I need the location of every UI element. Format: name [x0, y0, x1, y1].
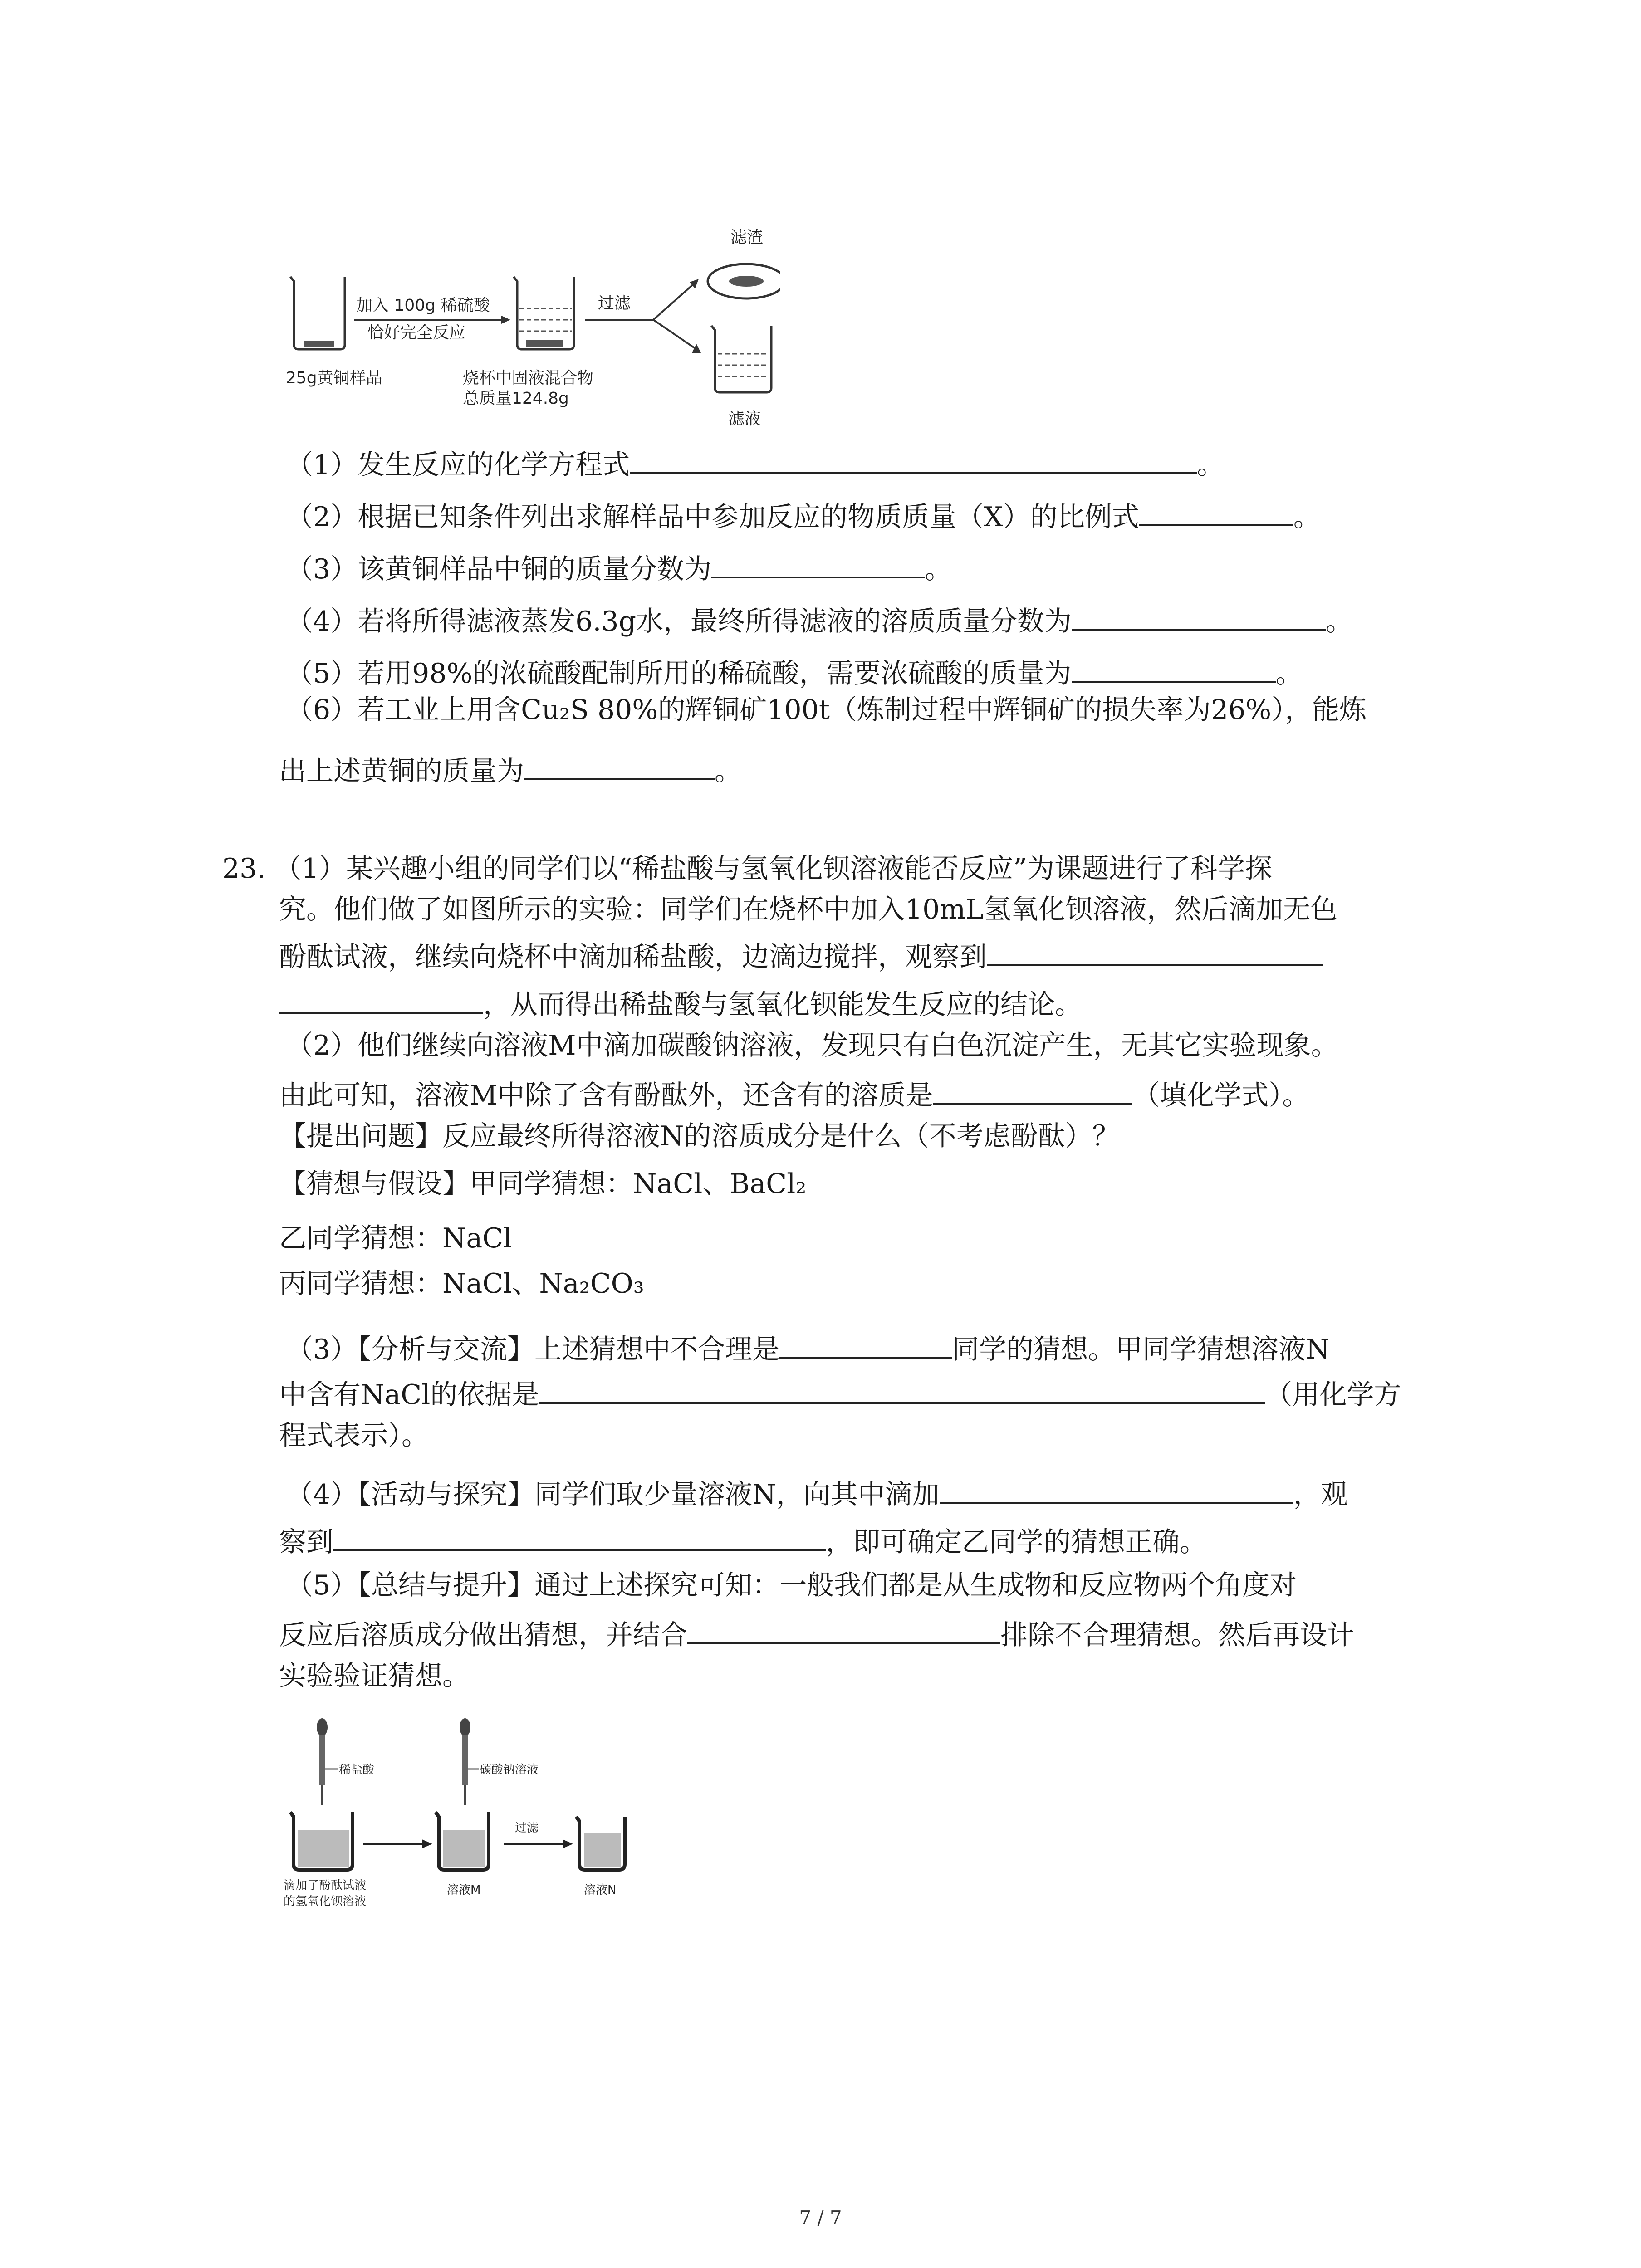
beaker-3: [576, 1817, 625, 1870]
filter-label: 过滤: [515, 1821, 539, 1835]
q22-part6-line1: （6）若工业上用含Cu₂S 80%的辉铜矿100t（炼制过程中辉铜矿的损失率为26%），能炼: [286, 694, 1367, 726]
q23-line17: 反应后溶质成分做出猜想，并结合 排除不合理猜想。然后再设计: [279, 1613, 1354, 1653]
answer-blank[interactable]: [711, 547, 925, 578]
answer-blank[interactable]: [940, 1472, 1293, 1504]
q23-line5: （2）他们继续向溶液M中滴加碳酸钠溶液，发现只有白色沉淀产生，无其它实验现象。: [286, 1030, 1338, 1061]
dropper-2: [460, 1718, 470, 1805]
answer-blank[interactable]: [987, 934, 1323, 966]
beaker2-label: 溶液M: [447, 1883, 481, 1897]
q23-line8: 【猜想与假设】甲同学猜想：NaCl、BaCl₂: [279, 1168, 807, 1200]
q22-part1: （1）发生反应的化学方程式 。: [286, 442, 1224, 483]
q22-part6-line2: 出上述黄铜的质量为 。: [279, 748, 742, 789]
q22-part2: （2）根据已知条件列出求解样品中参加反应的物质质量（X）的比例式 。: [286, 494, 1321, 535]
sample-label: 25g黄铜样品: [286, 369, 382, 387]
answer-blank[interactable]: [779, 1327, 952, 1359]
q22-part5: （5）若用98%的浓硫酸配制所用的稀硫酸，需要浓硫酸的质量为 。: [286, 651, 1303, 692]
arrow1-top-label: 加入 100g 稀硫酸: [356, 296, 490, 315]
dropper-1: [317, 1718, 328, 1805]
answer-blank[interactable]: [1072, 651, 1276, 683]
q22-part3: （3）该黄铜样品中铜的质量分数为 。: [286, 547, 952, 587]
q23-line7: 【提出问题】反应最终所得溶液N的溶质成分是什么（不考虑酚酞）？: [279, 1120, 1120, 1152]
answer-blank[interactable]: [524, 748, 715, 780]
answer-blank[interactable]: [279, 982, 483, 1014]
sample-beaker: [290, 277, 345, 349]
q23-line18: 实验验证猜想。: [279, 1660, 470, 1692]
q23-line6: 由此可知，溶液M中除了含有酚酞外，还含有的溶质是 （填化学式）。: [279, 1073, 1309, 1114]
beaker-2: [436, 1812, 489, 1870]
q23-line3: 酚酞试液，继续向烧杯中滴加稀盐酸，边滴边搅拌，观察到: [279, 934, 1323, 975]
answer-blank[interactable]: [1139, 494, 1293, 526]
dropper1-label: 稀盐酸: [339, 1763, 375, 1777]
answer-blank[interactable]: [687, 1613, 1000, 1644]
q23-line12: 中含有NaCl的依据是 （用化学方: [279, 1372, 1401, 1413]
answer-blank[interactable]: [630, 442, 1197, 474]
mixture-label-2: 总质量124.8g: [463, 389, 569, 408]
mixture-label-1: 烧杯中固液混合物: [463, 369, 594, 387]
beaker3-label: 溶液N: [584, 1883, 617, 1897]
beaker1-label-1: 滴加了酚酞试液: [284, 1879, 367, 1892]
q23-line13: 程式表示）。: [279, 1420, 429, 1452]
q23-line15: 察到 ，即可确定乙同学的猜想正确。: [279, 1520, 1207, 1560]
filtrate-beaker: [711, 326, 771, 392]
q23-line9: 乙同学猜想：NaCl: [279, 1222, 512, 1254]
q23-line10: 丙同学猜想：NaCl、Na₂CO₃: [279, 1268, 644, 1300]
q23-line14: （4）【活动与探究】同学们取少量溶液N，向其中滴加 ，观: [286, 1472, 1348, 1513]
arrow1-bottom-label: 恰好完全反应: [367, 323, 466, 342]
q23-line1: 23. （1）某兴趣小组的同学们以“稀盐酸与氢氧化钡溶液能否反应”为课题进行了科学探: [222, 853, 1273, 885]
q23-line16: （5）【总结与提升】通过上述探究可知：一般我们都是从生成物和反应物两个角度对: [286, 1569, 1297, 1601]
beaker1-label-2: 的氢氧化钡溶液: [284, 1895, 367, 1908]
neutralization-experiment-figure: [279, 1715, 660, 1923]
page-number: 7 / 7: [799, 2207, 842, 2229]
filter-arrow-label: 过滤: [598, 294, 631, 313]
mixture-beaker: [514, 277, 574, 349]
q23-line11: （3）【分析与交流】上述猜想中不合理是 同学的猜想。甲同学猜想溶液N: [286, 1327, 1330, 1368]
filtrate-label: 滤液: [728, 410, 761, 428]
dropper2-label: 碳酸钠溶液: [480, 1763, 539, 1777]
q23-line2: 究。他们做了如图所示的实验：同学们在烧杯中加入10mL氢氧化钡溶液，然后滴加无色: [279, 894, 1338, 925]
q22-part4: （4）若将所得滤液蒸发6.3g水，最终所得滤液的溶质质量分数为 。: [286, 599, 1353, 640]
answer-blank[interactable]: [539, 1372, 1265, 1404]
answer-blank[interactable]: [1072, 599, 1326, 631]
residue-label: 滤渣: [730, 228, 764, 247]
beaker-1: [290, 1812, 353, 1870]
answer-blank[interactable]: [333, 1520, 826, 1551]
answer-blank[interactable]: [933, 1073, 1132, 1105]
q23-line4: ，从而得出稀盐酸与氢氧化钡能发生反应的结论。: [279, 982, 1082, 1023]
brass-experiment-figure: [272, 209, 780, 445]
